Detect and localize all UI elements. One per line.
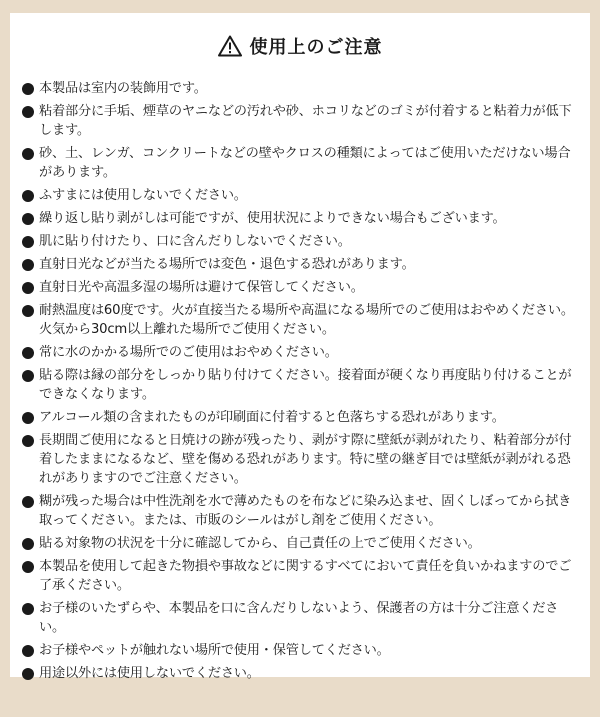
bullet-icon <box>22 496 34 508</box>
caution-text: アルコール類の含まれたものが印刷面に付着すると色落ちする恐れがあります。 <box>39 410 505 425</box>
caution-text: 繰り返し貼り剥がしは可能ですが、使用状況によりできない場合もございます。 <box>39 211 506 226</box>
caution-item <box>22 79 576 98</box>
caution-item <box>22 599 576 637</box>
caution-text: お子様やペットが触れない場所で使用・保管してください。 <box>39 643 390 658</box>
caution-text: 貼る対象物の状況を十分に確認してから、自己責任の上でご使用ください。 <box>39 536 481 551</box>
bullet-icon <box>22 148 34 160</box>
bullet-icon <box>22 561 34 573</box>
page-title: 使用上のご注意 <box>249 37 383 58</box>
caution-item <box>22 278 576 297</box>
caution-item <box>22 209 576 228</box>
caution-text: 肌に貼り付けたり、口に含んだりしないでください。 <box>39 234 351 249</box>
caution-text: 糊が残った場合は中性洗剤を水で薄めたものを布などに染み込ませ、固くしぼってから拭き取ってください。または、市販のシールはがし剤をご使用ください。 <box>39 494 572 528</box>
caution-text: 常に水のかかる場所でのご使用はおやめください。 <box>39 345 338 360</box>
caution-item <box>22 232 576 251</box>
caution-text: お子様のいたずらや、本製品を口に含んだりしないよう、保護者の方は十分ご注意ください。 <box>39 601 559 635</box>
caution-item <box>22 534 576 553</box>
bullet-icon <box>22 83 34 95</box>
caution-text: ふすまには使用しないでください。 <box>39 188 247 203</box>
caution-list <box>10 79 590 683</box>
caution-item <box>22 343 576 362</box>
bullet-icon <box>22 645 34 657</box>
bullet-icon <box>22 282 34 294</box>
caution-text: 直射日光や高温多湿の場所は避けて保管してください。 <box>39 280 364 295</box>
caution-text: 粘着部分に手垢、煙草のヤニなどの汚れや砂、ホコリなどのゴミが付着すると粘着力が低下します。 <box>39 104 572 138</box>
caution-item <box>22 186 576 205</box>
bullet-icon <box>22 347 34 359</box>
caution-text: 直射日光などが当たる場所では変色・退色する恐れがあります。 <box>39 257 415 272</box>
caution-text: 長期間ご使用になると日焼けの跡が残ったり、剥がす際に壁紙が剥がれたり、粘着部分が付着したままになるなど、壁を傷める恐れがあります。特に壁の継ぎ目では壁紙が剥がれる恐れがありますのでご注意ください。 <box>39 433 572 486</box>
caution-panel <box>10 13 590 681</box>
caution-item <box>22 641 576 660</box>
caution-item <box>22 664 576 683</box>
bullet-icon <box>22 190 34 202</box>
caution-item <box>22 301 576 339</box>
bullet-icon <box>22 106 34 118</box>
caution-text: 本製品は室内の装飾用です。 <box>39 81 207 96</box>
bullet-icon <box>22 435 34 447</box>
caution-item <box>22 102 576 140</box>
caution-item <box>22 492 576 530</box>
caution-item <box>22 557 576 595</box>
bullet-icon <box>22 603 34 615</box>
bullet-icon <box>22 668 34 680</box>
caution-item <box>22 431 576 488</box>
bullet-icon <box>22 213 34 225</box>
caution-text: 貼る際は縁の部分をしっかり貼り付けてください。接着面が硬くなり再度貼り付けることができなくなります。 <box>39 368 572 402</box>
caution-text: 砂、土、レンガ、コンクリートなどの壁やクロスの種類によってはご使用いただけない場合があります。 <box>39 146 571 180</box>
caution-header <box>10 13 590 79</box>
bullet-icon <box>22 259 34 271</box>
caution-text: 耐熱温度は60度です。火が直接当たる場所や高温になる場所でのご使用はおやめください。火気から30cm以上離れた場所でご使用ください。 <box>39 303 574 337</box>
caution-text: 本製品を使用して起きた物損や事故などに関するすべてにおいて責任を負いかねますのでご了承ください。 <box>39 559 572 593</box>
bullet-icon <box>22 412 34 424</box>
bullet-icon <box>22 370 34 382</box>
bullet-icon <box>22 538 34 550</box>
caution-item <box>22 408 576 427</box>
caution-text: 用途以外には使用しないでください。 <box>39 666 260 681</box>
bullet-icon <box>22 305 34 317</box>
caution-item <box>22 255 576 274</box>
caution-item <box>22 366 576 404</box>
caution-item <box>22 144 576 182</box>
bullet-icon <box>22 236 34 248</box>
warning-triangle-icon <box>218 35 242 57</box>
